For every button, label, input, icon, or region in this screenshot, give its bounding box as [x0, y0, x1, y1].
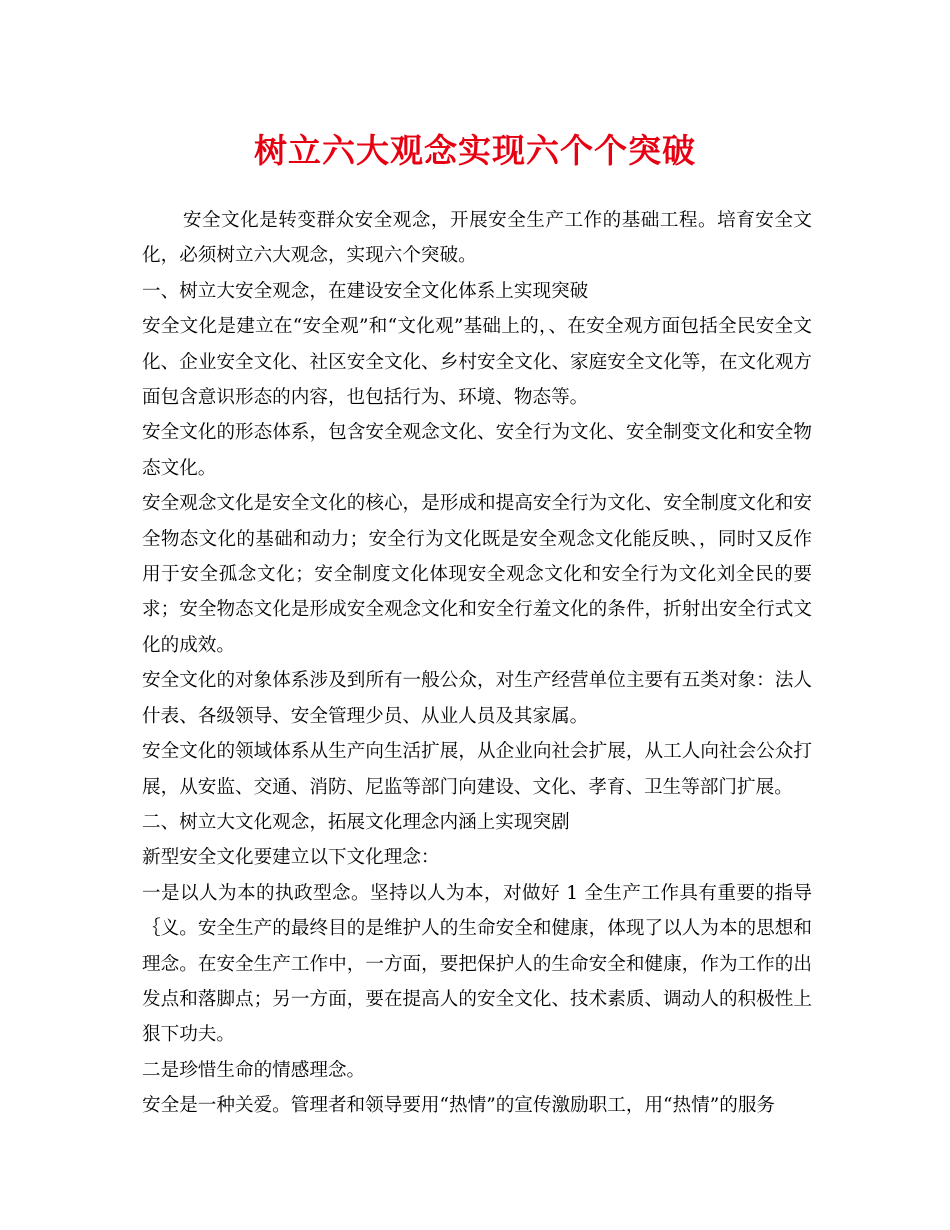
- paragraph: 一是以人为本的执政型念。坚持以人为本，对做好 1 全生产工作具有重要的指导｛义。安全生产的最终目的是维护人的生命安全和健康，体现了以人为本的思想和理念。在安全生产工作中，一方面，要把保护人的生命安全和健康，作为工作的出发点和落脚点；另一方面，要在提高人的安全文化、技术素质、调动人的积极性上狠下功夫。: [142, 882, 812, 1046]
- document-title: 树立六大观念实现六个个突破: [254, 131, 696, 170]
- paragraph: 安全文化的对象体系涉及到所有一般公众，对生产经营单位主要有五类对象：法人什表、各级领导、安全管理少员、从业人员及其家属。: [142, 670, 812, 727]
- paragraph: 二是珍惜生命的情感理念。: [142, 1059, 366, 1081]
- section-heading: 二、树立大文化观念，拓展文化理念内涵上实现突剧: [142, 811, 570, 833]
- paragraph: 安全文化是建立在“安全观”和“文化观”基础上的，、在安全观方面包括全民安全文化、企业安全文化、社区安全文化、乡村安全文化、家庭安全文化等，在文化观方面包含意识形态的内容，也包括行为、环境、物态等。: [142, 316, 812, 409]
- paragraph: 安全文化的领域体系从生产向生活扩展，从企业向社会扩展，从工人向社会公众打展，从安监、交通、消防、尼监等部门向建设、文化、孝育、卫生等部门扩展。: [142, 741, 812, 798]
- paragraph: 安全观念文化是安全文化的核心，是形成和提高安全行为文化、安全制度文化和安全物态文化的基础和动力；安全行为文化既是安全观念文化能反映、，同时又反作用于安全孤念文化；安全制度文化体现安全观念文化和安全行为文化刘全民的要求；安全物态文化是形成安全观念文化和安全行羞文化的条件，折射出安全行式文化的成效。: [142, 493, 812, 656]
- paragraph: 安全文化的形态体系，包含安全观念文化、安全行为文化、安全制变文化和安全物态文化。: [142, 422, 812, 479]
- document-body: [142, 203, 812, 1124]
- paragraph: 安全文化是转变群众安全观念，开展安全生产工作的基础工程。培育安全文化，必须树立六大观念，实现六个突破。: [142, 210, 812, 267]
- paragraph: 新型安全文化要建立以下文化理念：: [142, 847, 440, 869]
- section-heading: 一、树立大安全观念，在建设安全文化体系上实现突破: [142, 280, 589, 302]
- paragraph: 安全是一种关爱。管理者和领导要用“热情”的宣传激励职工，用“热情”的服务: [142, 1095, 776, 1117]
